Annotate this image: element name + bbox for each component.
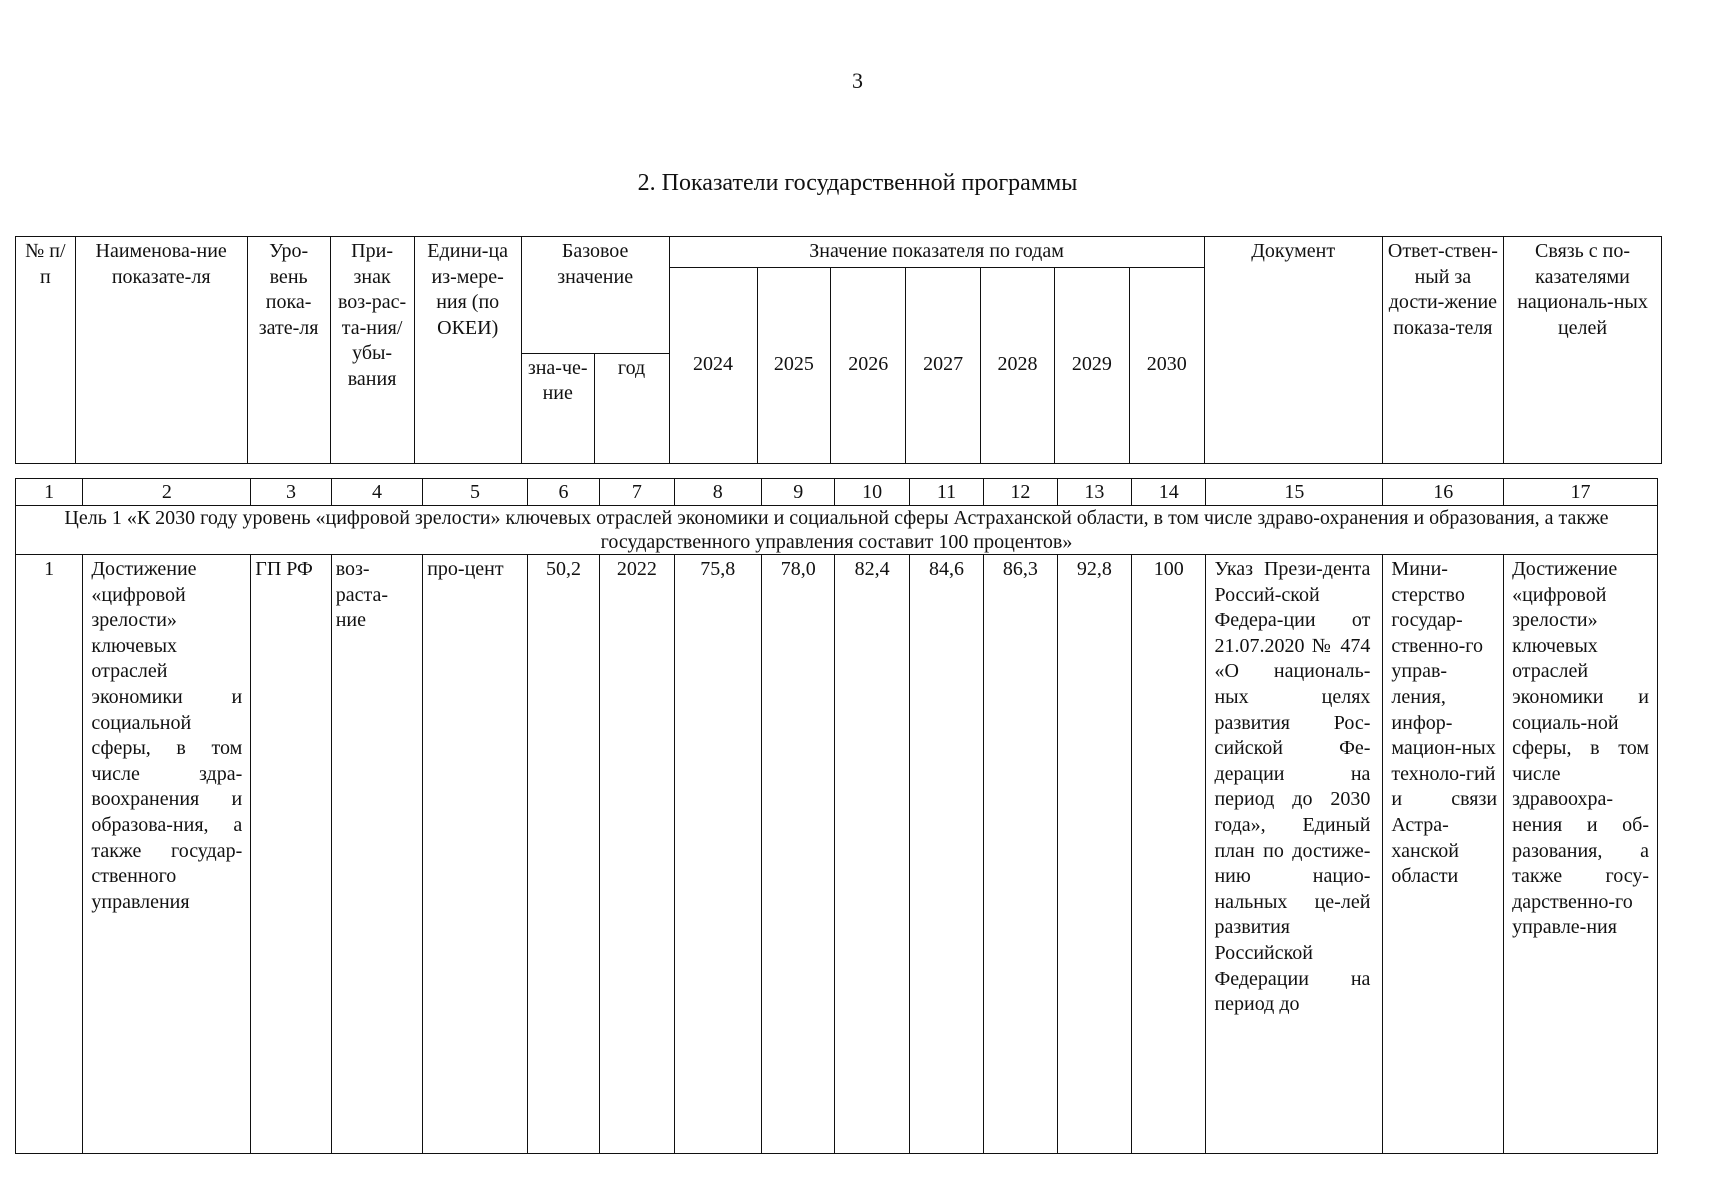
header-year-2030: 2030 <box>1129 267 1204 463</box>
indicator-level: ГП РФ <box>251 555 331 1154</box>
column-numbering-row <box>16 479 1658 506</box>
indicators-header-table <box>15 236 1662 464</box>
header-year-2028: 2028 <box>981 267 1055 463</box>
column-number: 6 <box>527 479 599 506</box>
column-number: 13 <box>1057 479 1131 506</box>
unit: про-цент <box>423 555 528 1154</box>
column-number: 16 <box>1383 479 1504 506</box>
header-base-value: Базовое значение <box>521 237 669 354</box>
header-base-value-year: год <box>594 353 669 463</box>
indicator-name: Достижение «цифровой зрелости» ключевых отраслей экономики и социальной сферы, в том числе здра-воохранения и образова-ния, а также государ-ственного управления <box>83 555 251 1154</box>
column-number: 12 <box>984 479 1057 506</box>
value-2030: 100 <box>1132 555 1206 1154</box>
header-base-value-value: зна-че-ние <box>521 353 594 463</box>
header-year-2024: 2024 <box>669 267 757 463</box>
base-value: 50,2 <box>527 555 599 1154</box>
row-number: 1 <box>16 555 83 1154</box>
column-number: 8 <box>674 479 761 506</box>
goal-row <box>16 506 1658 555</box>
header-responsible: Ответ-ствен-ный за дости-жение показа-теля <box>1382 237 1503 464</box>
column-number: 7 <box>600 479 674 506</box>
header-year-2029: 2029 <box>1054 267 1129 463</box>
header-no: № п/п <box>16 237 76 464</box>
value-2028: 86,3 <box>984 555 1057 1154</box>
header-unit: Едини-ца из-мере-ния (по ОКЕИ) <box>414 237 521 464</box>
column-number: 5 <box>423 479 528 506</box>
value-2029: 92,8 <box>1057 555 1131 1154</box>
responsible: Мини-стерство государ-ственно-го управ-ления, инфор-мацион-ных техноло-гий и связи Астра-ханской области <box>1383 555 1504 1154</box>
column-number: 2 <box>83 479 251 506</box>
header-year-2026: 2026 <box>831 267 906 463</box>
column-number: 4 <box>331 479 423 506</box>
header-values-by-year: Значение показателя по годам <box>669 237 1204 268</box>
column-number: 11 <box>909 479 983 506</box>
header-year-2025: 2025 <box>757 267 831 463</box>
table-row <box>16 555 1658 1154</box>
column-number: 3 <box>251 479 331 506</box>
value-2026: 82,4 <box>835 555 909 1154</box>
header-national-goals-link: Связь с по-казателями националь-ных целей <box>1504 237 1662 464</box>
column-number: 15 <box>1206 479 1383 506</box>
page-number: 3 <box>852 68 863 93</box>
column-number: 9 <box>762 479 835 506</box>
value-2025: 78,0 <box>762 555 835 1154</box>
national-goals-link: Достижение «цифровой зрелости» ключевых отраслей экономики и социаль-ной сферы, в том числе здравоохра-нения и об-разования, а также госу-дарственно-го управле-ния <box>1504 555 1658 1154</box>
growth-sign: воз-раста-ние <box>331 555 423 1154</box>
base-year: 2022 <box>600 555 674 1154</box>
column-number: 17 <box>1504 479 1658 506</box>
section-title: 2. Показатели государственной программы <box>637 170 1078 196</box>
goal-text: Цель 1 «К 2030 году уровень «цифровой зрелости» ключевых отраслей экономики и социальной сферы Астраханской области, в том числе здраво-охранения и образования, а также государственного управления составит 100 процентов» <box>16 506 1658 555</box>
header-indicator-level: Уро-вень пока-зате-ля <box>247 237 330 464</box>
value-2024: 75,8 <box>674 555 761 1154</box>
header-year-2027: 2027 <box>906 267 981 463</box>
header-indicator-name: Наименова-ние показате-ля <box>75 237 247 464</box>
column-number: 10 <box>835 479 909 506</box>
header-growth-sign: При-знак воз-рас-та-ния/ убы-вания <box>330 237 414 464</box>
value-2027: 84,6 <box>909 555 983 1154</box>
column-number: 14 <box>1132 479 1206 506</box>
column-number: 1 <box>16 479 83 506</box>
indicators-body-table <box>15 478 1658 1154</box>
document: Указ Прези-дента Россий-ской Федера-ции от 21.07.2020 № 474 «О националь-ных целях развития Рос-сийской Фе-дерации на период до 2030 года», Единый план по достиже-нию нацио-нальных це-лей развития Российской Федерации на период до <box>1206 555 1383 1154</box>
header-document: Документ <box>1204 237 1382 464</box>
